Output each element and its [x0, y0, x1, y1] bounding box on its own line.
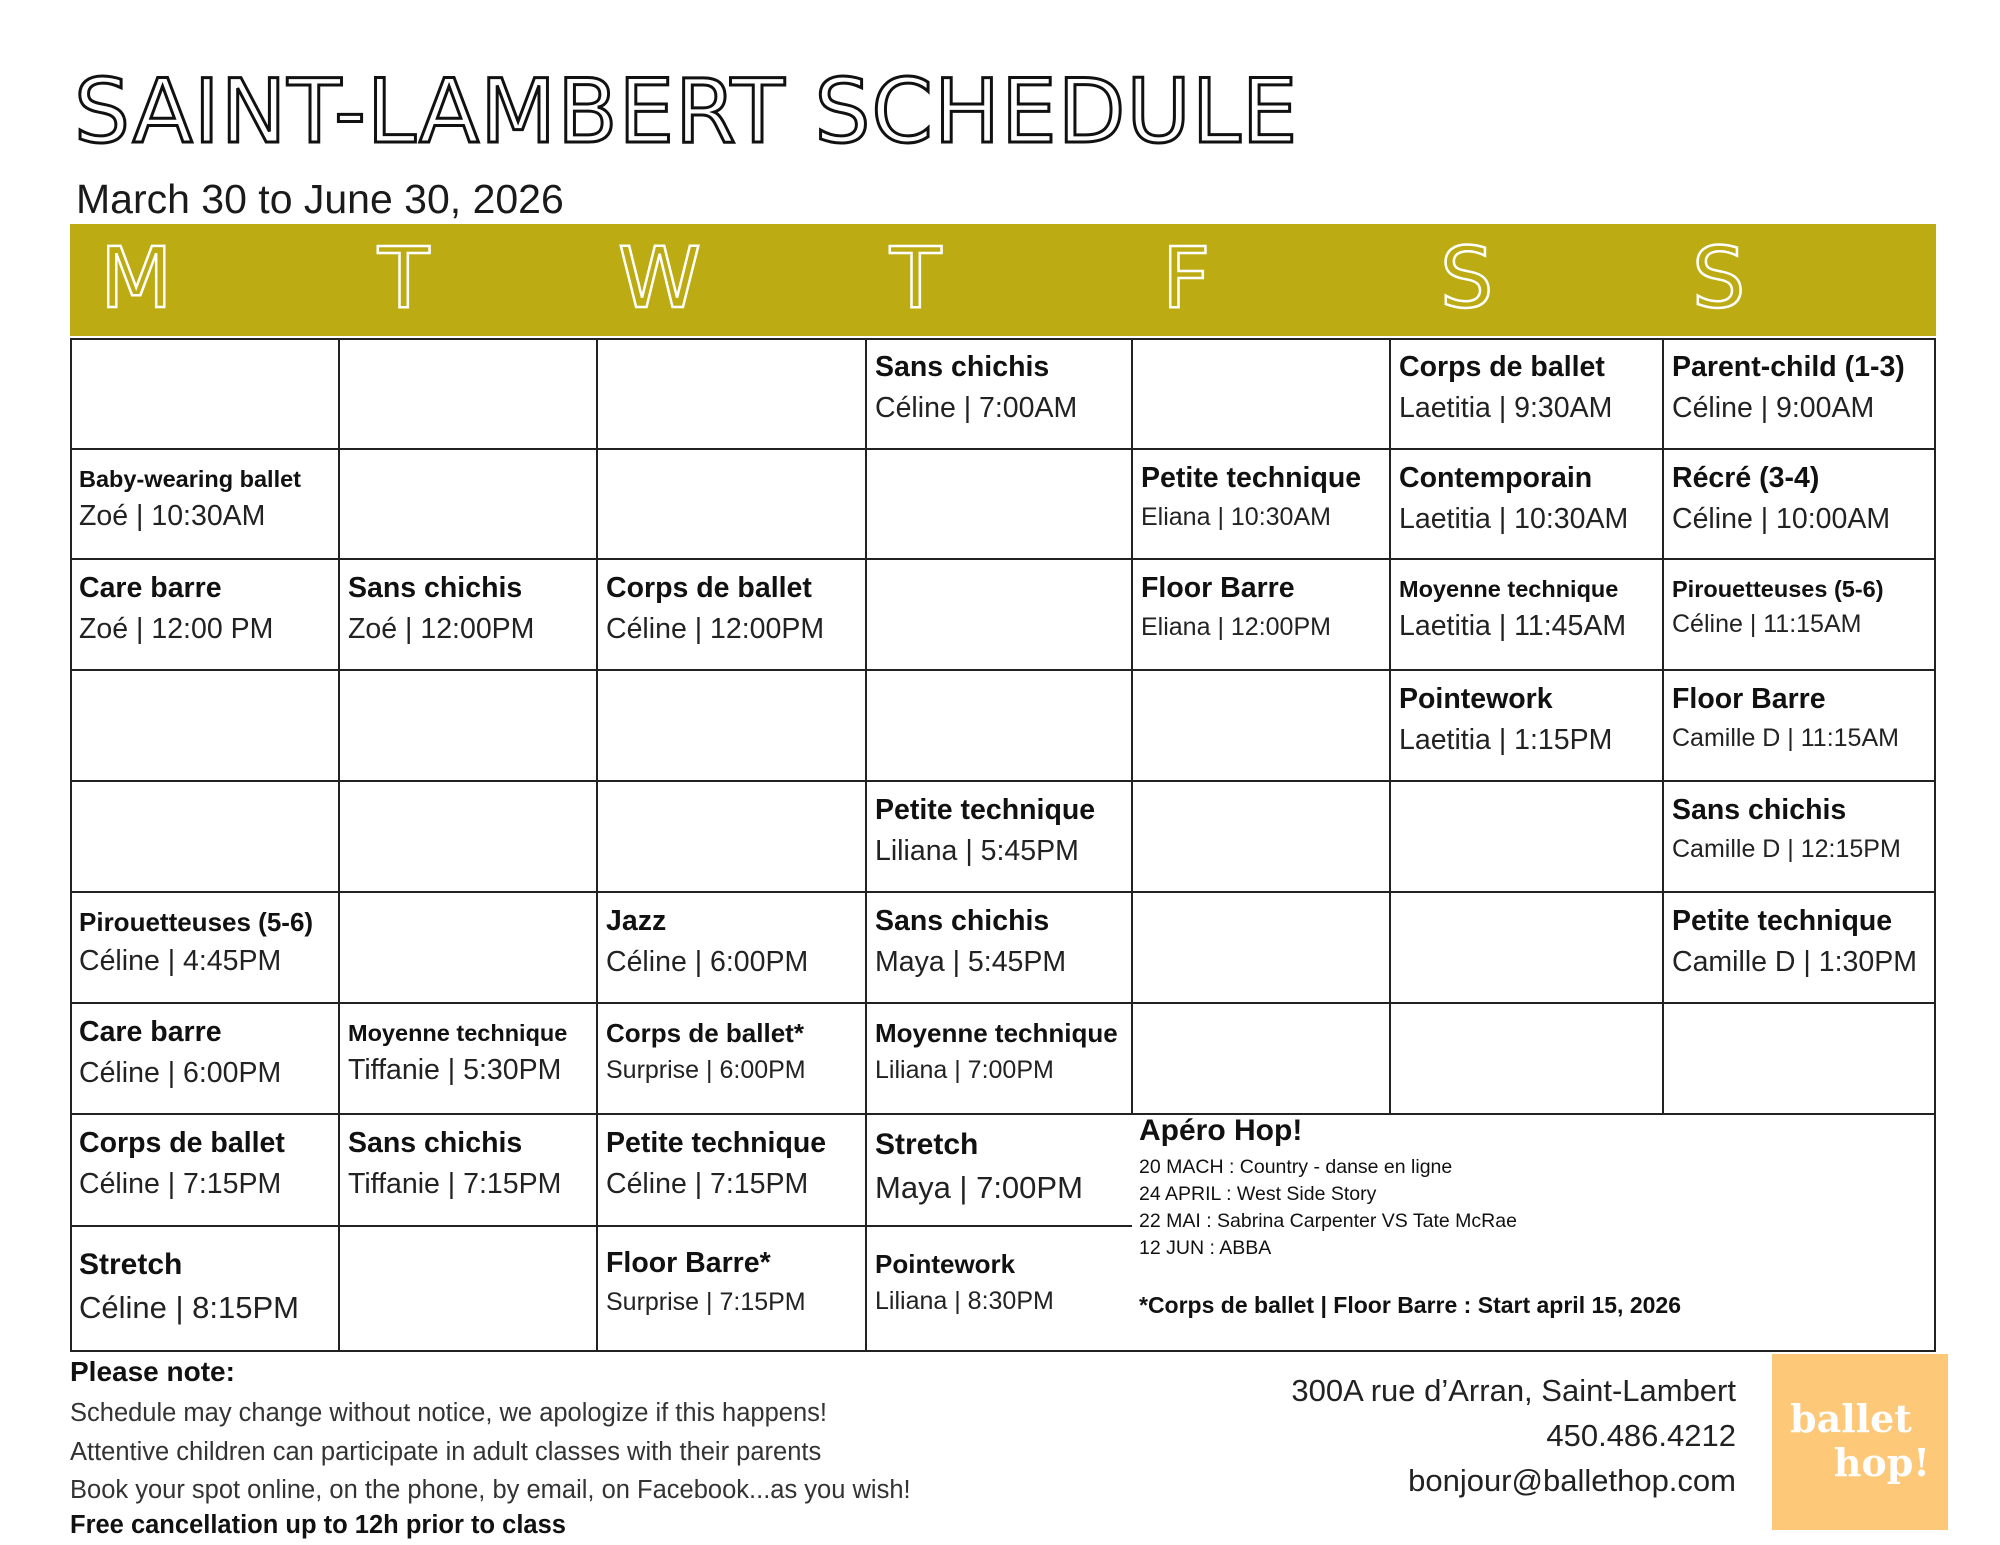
- class-time: Céline | 4:45PM: [79, 944, 282, 977]
- class-time: Camille D | 12:15PM: [1672, 834, 1901, 863]
- class-cell: [1132, 559, 1390, 645]
- class-cell: [1132, 449, 1390, 535]
- class-cell: [1663, 338, 1936, 429]
- class-name: Care barre: [79, 1016, 222, 1048]
- class-name: Sans chichis: [1672, 794, 1847, 826]
- class-name: Floor Barre: [1141, 572, 1295, 604]
- class-cell: [866, 781, 1132, 872]
- class-name: Stretch: [79, 1248, 183, 1281]
- class-cell: [1663, 781, 1936, 867]
- email-link[interactable]: bonjour@ballethop.com: [1408, 1463, 1736, 1498]
- class-time: Zoé | 12:00 PM: [79, 612, 274, 645]
- start-date-note: *Corps de ballet | Floor Barre : Start april 15, 2026: [1139, 1292, 1682, 1318]
- class-time: Maya | 7:00PM: [875, 1169, 1083, 1205]
- class-time: Laetitia | 11:45AM: [1399, 610, 1627, 643]
- notes-section: [70, 1356, 1170, 1540]
- apero-event: 12 JUN : ABBA: [1139, 1237, 1272, 1259]
- class-cell: [866, 1003, 1132, 1088]
- class-time: Surprise | 7:15PM: [606, 1287, 806, 1316]
- class-name: Floor Barre: [1672, 683, 1826, 715]
- class-name: Sans chichis: [348, 1127, 523, 1159]
- day-wednesday: W: [618, 229, 702, 327]
- class-cell: [339, 1003, 597, 1092]
- class-time: Maya | 5:45PM: [875, 945, 1067, 978]
- class-cell: [1390, 559, 1663, 648]
- class-name: Pointework: [1399, 683, 1553, 715]
- class-cell: [866, 338, 1132, 429]
- class-time: Liliana | 7:00PM: [875, 1055, 1054, 1084]
- day-monday: M: [100, 229, 173, 327]
- class-time: Céline | 6:00PM: [606, 945, 809, 978]
- apero-event: 22 MAI : Sabrina Carpenter VS Tate McRae: [1139, 1210, 1517, 1232]
- class-cell: [597, 892, 866, 983]
- class-cell: [597, 1003, 866, 1088]
- class-name: Corps de ballet*: [606, 1018, 804, 1048]
- class-cell: [70, 1003, 339, 1094]
- apero-event: 20 MACH : Country - danse en ligne: [1139, 1156, 1453, 1178]
- class-cell: [70, 892, 339, 982]
- class-name: Care barre: [79, 572, 222, 604]
- class-time: Liliana | 5:45PM: [875, 834, 1079, 867]
- class-cell: [1663, 559, 1936, 643]
- apero-event: 24 APRIL : West Side Story: [1139, 1183, 1377, 1205]
- ballet-hop-logo: [1772, 1354, 1948, 1530]
- page-title: SAINT-LAMBERT SCHEDULE: [74, 60, 1299, 163]
- day-header-band: [70, 224, 1936, 336]
- class-time: Laetitia | 10:30AM: [1399, 502, 1629, 535]
- class-cell: [70, 1114, 339, 1205]
- day-friday: F: [1162, 229, 1211, 327]
- class-name: Moyenne technique: [1399, 576, 1619, 602]
- class-time: Céline | 10:00AM: [1672, 502, 1891, 535]
- class-name: Moyenne technique: [875, 1018, 1118, 1048]
- class-time: Céline | 7:00AM: [875, 391, 1078, 424]
- address: 300A rue d’Arran, Saint-Lambert: [1291, 1373, 1736, 1408]
- class-cell: [70, 559, 339, 650]
- class-name: Sans chichis: [348, 572, 523, 604]
- class-name: Moyenne technique: [348, 1020, 568, 1046]
- schedule-grid: [70, 338, 1936, 1352]
- class-time: Céline | 9:00AM: [1672, 391, 1875, 424]
- class-name: Pointework: [875, 1249, 1016, 1279]
- logo-text-line1: ballet: [1790, 1396, 1912, 1441]
- class-name: Contemporain: [1399, 462, 1593, 494]
- contact-info: [1291, 1368, 1736, 1503]
- class-time: Eliana | 10:30AM: [1141, 502, 1331, 531]
- class-time: Camille D | 1:30PM: [1672, 945, 1917, 978]
- class-time: Laetitia | 9:30AM: [1399, 391, 1613, 424]
- date-range: March 30 to June 30, 2026: [76, 176, 564, 222]
- class-time: Céline | 12:00PM: [606, 612, 825, 645]
- class-time: Zoé | 10:30AM: [79, 500, 266, 533]
- note-line: Book your spot online, on the phone, by email, on Facebook...as you wish!: [70, 1476, 911, 1504]
- note-line: Schedule may change without notice, we apologize if this happens!: [70, 1399, 827, 1427]
- class-cell: [70, 1226, 339, 1330]
- class-time: Céline | 11:15AM: [1672, 610, 1862, 639]
- class-name: Parent-child (1-3): [1672, 351, 1905, 383]
- class-cell: [339, 559, 597, 650]
- class-cell: [866, 1114, 1132, 1210]
- class-time: Céline | 7:15PM: [606, 1167, 809, 1200]
- class-cell: [597, 1226, 866, 1320]
- class-name: Sans chichis: [875, 351, 1050, 383]
- cancellation-note: Free cancellation up to 12h prior to class: [70, 1510, 566, 1539]
- class-time: Zoé | 12:00PM: [348, 612, 535, 645]
- class-name: Corps de ballet: [606, 572, 812, 604]
- class-time: Laetitia | 1:15PM: [1399, 723, 1613, 756]
- logo-text-line2: hop!: [1833, 1440, 1930, 1485]
- class-name: Petite technique: [1141, 462, 1362, 494]
- day-saturday: S: [1440, 229, 1494, 327]
- class-cell: [70, 449, 339, 538]
- class-time: Surprise | 6:00PM: [606, 1055, 806, 1084]
- class-name: Petite technique: [875, 794, 1096, 826]
- class-time: Céline | 6:00PM: [79, 1056, 282, 1089]
- day-tuesday: T: [378, 229, 430, 327]
- phone-number[interactable]: 450.486.4212: [1546, 1418, 1736, 1453]
- class-time: Tiffanie | 5:30PM: [348, 1054, 562, 1087]
- day-sunday: S: [1692, 229, 1746, 327]
- class-time: Camille D | 11:15AM: [1672, 723, 1899, 752]
- class-time: Tiffanie | 7:15PM: [348, 1167, 562, 1200]
- day-thursday: T: [890, 229, 942, 327]
- notes-title: Please note:: [70, 1356, 235, 1387]
- class-time: Eliana | 12:00PM: [1141, 612, 1331, 641]
- class-name: Récré (3-4): [1672, 462, 1820, 494]
- class-cell: [1663, 892, 1936, 983]
- apero-hop-box: [1139, 1114, 1919, 1350]
- class-cell: [597, 1114, 866, 1205]
- class-cell: [1390, 338, 1663, 429]
- class-name: Stretch: [875, 1128, 979, 1161]
- class-name: Jazz: [606, 905, 667, 937]
- class-cell: [866, 1226, 1132, 1319]
- apero-title: Apéro Hop!: [1139, 1114, 1303, 1147]
- class-cell: [339, 1114, 597, 1205]
- class-name: Corps de ballet: [79, 1127, 285, 1159]
- class-time: Liliana | 8:30PM: [875, 1286, 1054, 1315]
- class-name: Baby-wearing ballet: [79, 466, 301, 492]
- class-cell: [597, 559, 866, 650]
- class-name: Petite technique: [1672, 905, 1893, 937]
- class-time: Céline | 8:15PM: [79, 1289, 299, 1325]
- class-name: Corps de ballet: [1399, 351, 1605, 383]
- class-name: Sans chichis: [875, 905, 1050, 937]
- class-name: Pirouetteuses (5-6): [1672, 576, 1884, 602]
- class-name: Floor Barre*: [606, 1247, 771, 1279]
- class-time: Céline | 7:15PM: [79, 1167, 282, 1200]
- class-cell: [1663, 670, 1936, 756]
- class-cell: [866, 892, 1132, 983]
- class-cell: [1663, 449, 1936, 540]
- class-cell: [1390, 670, 1663, 761]
- note-line: Attentive children can participate in adult classes with their parents: [70, 1437, 822, 1466]
- class-cell: [1390, 449, 1663, 540]
- class-name: Petite technique: [606, 1127, 827, 1159]
- class-name: Pirouetteuses (5-6): [79, 907, 314, 937]
